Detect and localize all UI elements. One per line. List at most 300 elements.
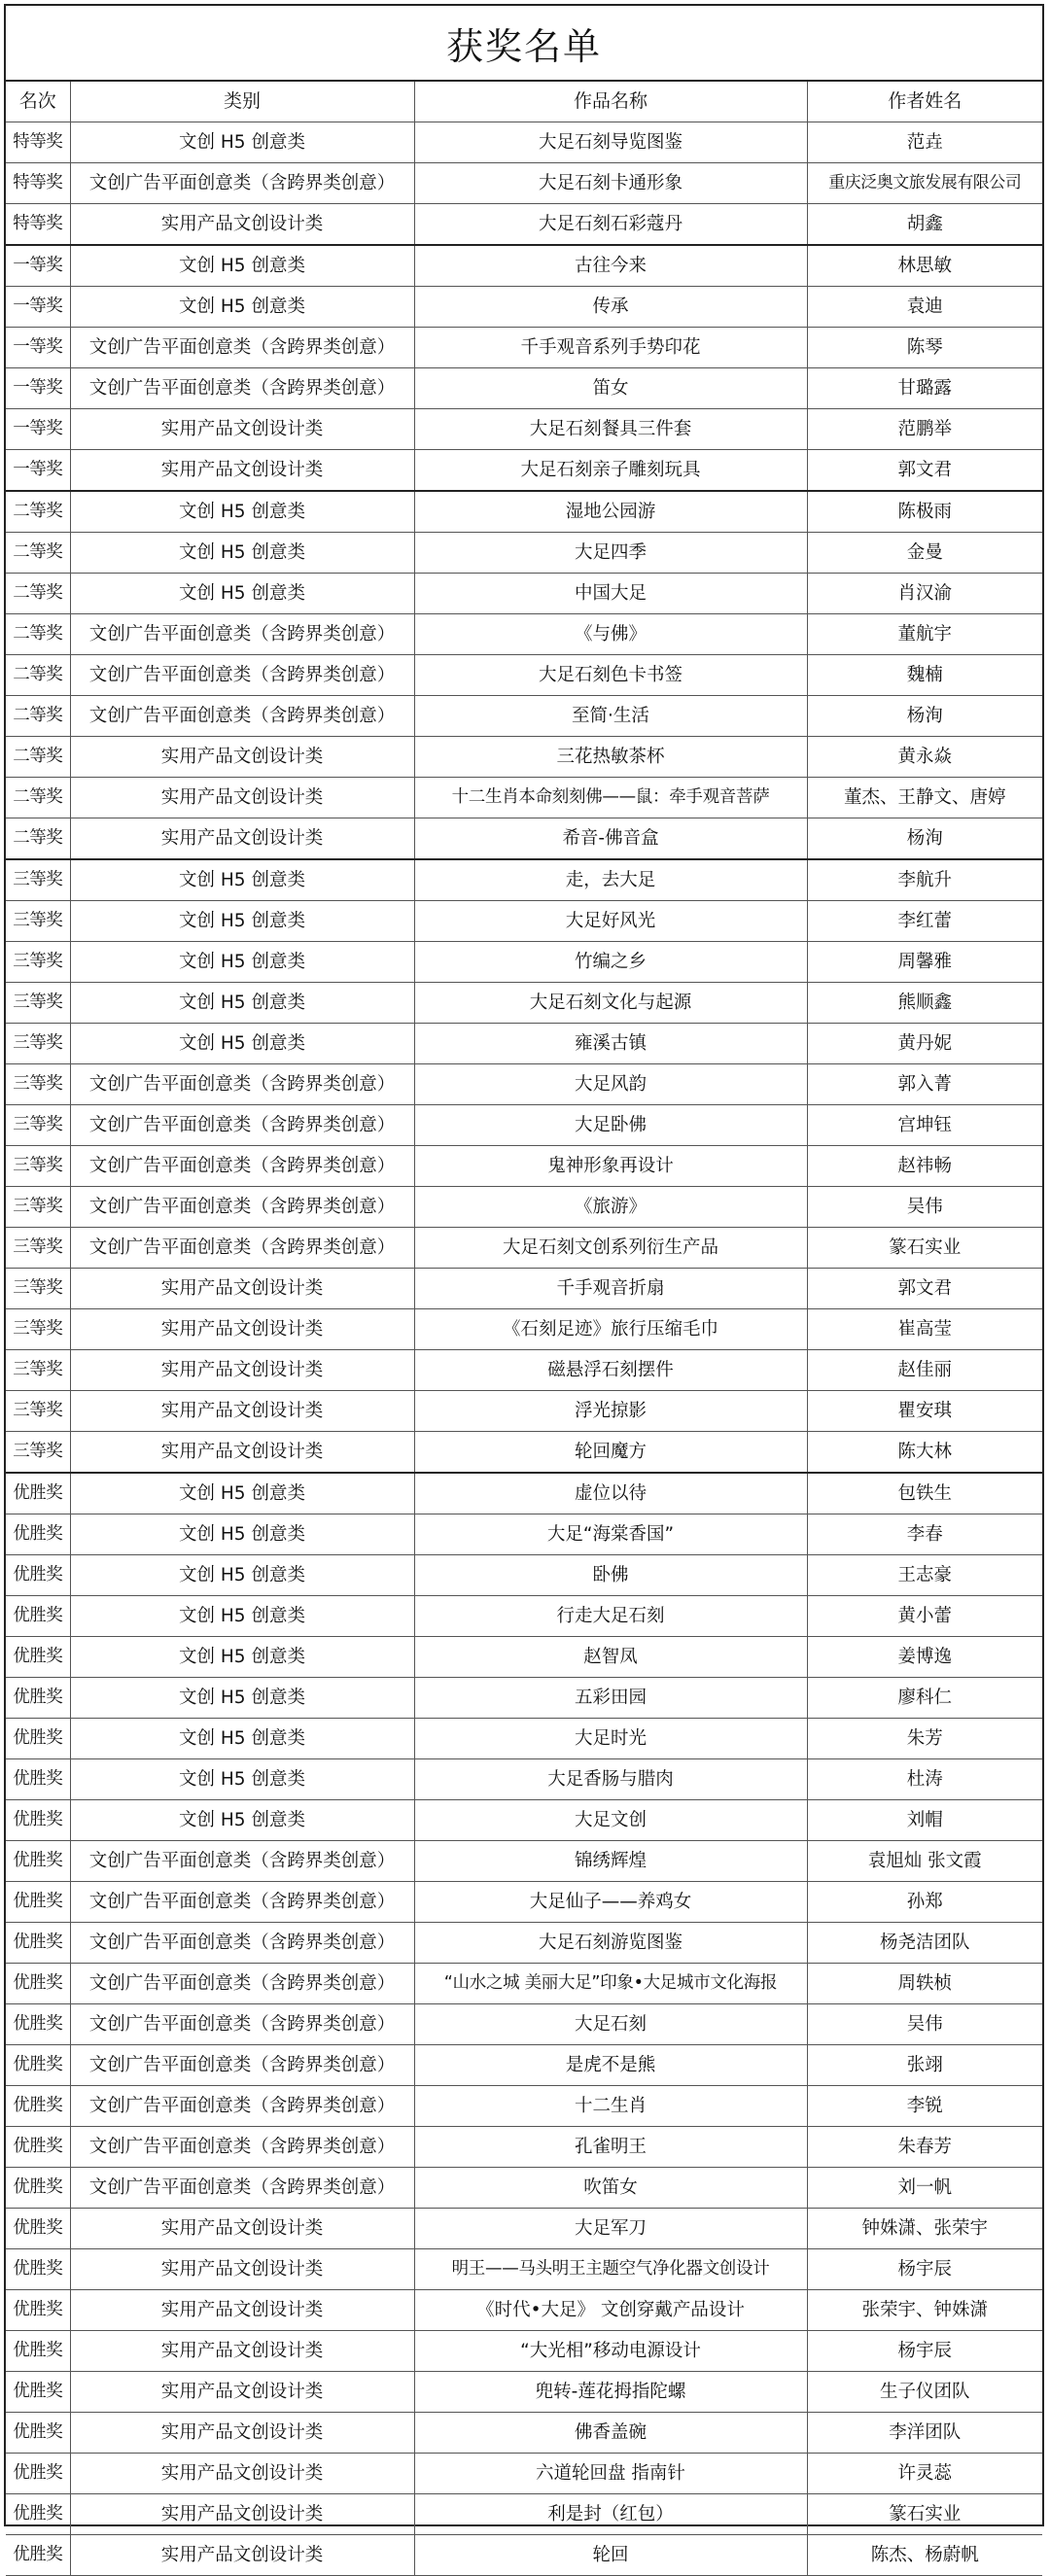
cell-work: 大足时光 bbox=[414, 1719, 807, 1759]
table-row bbox=[6, 1309, 1042, 1350]
table-row bbox=[6, 1105, 1042, 1146]
cell-work: 大足四季 bbox=[414, 533, 807, 574]
table-row bbox=[6, 574, 1042, 614]
table-row bbox=[6, 983, 1042, 1024]
cell-author: 孙郑 bbox=[807, 1882, 1042, 1923]
table-row bbox=[6, 1719, 1042, 1759]
table-row bbox=[6, 1187, 1042, 1228]
cell-work: 佛香盖碗 bbox=[414, 2413, 807, 2454]
cell-rank: 优胜奖 bbox=[6, 2127, 70, 2168]
table-row bbox=[6, 1350, 1042, 1391]
cell-work: 明王——马头明王主题空气净化器文创设计 bbox=[414, 2249, 807, 2290]
cell-rank: 优胜奖 bbox=[6, 1678, 70, 1719]
cell-category: 实用产品文创设计类 bbox=[70, 2209, 414, 2249]
cell-category: 文创 H5 创意类 bbox=[70, 1514, 414, 1555]
table-row bbox=[6, 2086, 1042, 2127]
cell-work: 雍溪古镇 bbox=[414, 1024, 807, 1064]
cell-rank: 二等奖 bbox=[6, 778, 70, 818]
cell-category: 实用产品文创设计类 bbox=[70, 818, 414, 860]
cell-category: 文创 H5 创意类 bbox=[70, 1555, 414, 1596]
cell-rank: 优胜奖 bbox=[6, 2413, 70, 2454]
table-row bbox=[6, 1473, 1042, 1514]
cell-work: 大足石刻亲子雕刻玩具 bbox=[414, 450, 807, 492]
cell-category: 文创 H5 创意类 bbox=[70, 1596, 414, 1637]
cell-work: 虚位以待 bbox=[414, 1473, 807, 1514]
table-row bbox=[6, 1064, 1042, 1105]
cell-author: 董航宇 bbox=[807, 614, 1042, 655]
table-row bbox=[6, 2454, 1042, 2494]
cell-rank: 三等奖 bbox=[6, 1432, 70, 1474]
table-row bbox=[6, 818, 1042, 860]
cell-author: 瞿安琪 bbox=[807, 1391, 1042, 1432]
cell-rank: 优胜奖 bbox=[6, 1923, 70, 1964]
cell-work: 大足卧佛 bbox=[414, 1105, 807, 1146]
table-row bbox=[6, 409, 1042, 450]
cell-category: 文创广告平面创意类（含跨界类创意） bbox=[70, 1105, 414, 1146]
cell-rank: 三等奖 bbox=[6, 1146, 70, 1187]
table-row bbox=[6, 737, 1042, 778]
cell-rank: 优胜奖 bbox=[6, 2535, 70, 2576]
cell-author: 胡鑫 bbox=[807, 204, 1042, 246]
cell-category: 文创广告平面创意类（含跨界类创意） bbox=[70, 368, 414, 409]
cell-category: 文创 H5 创意类 bbox=[70, 983, 414, 1024]
table-row bbox=[6, 2290, 1042, 2331]
cell-rank: 三等奖 bbox=[6, 901, 70, 942]
table-row bbox=[6, 2168, 1042, 2209]
cell-work: 锦绣辉煌 bbox=[414, 1841, 807, 1882]
table-row bbox=[6, 2494, 1042, 2535]
cell-work: 十二生肖本命刻刻佛——鼠：牵手观音菩萨 bbox=[414, 778, 807, 818]
table-row bbox=[6, 655, 1042, 696]
cell-author: 甘璐露 bbox=[807, 368, 1042, 409]
cell-work: 赵智凤 bbox=[414, 1637, 807, 1678]
cell-work: 轮回 bbox=[414, 2535, 807, 2576]
cell-work: 大足石刻石彩蔻丹 bbox=[414, 204, 807, 246]
cell-work: 大足石刻文创系列衍生产品 bbox=[414, 1228, 807, 1269]
cell-category: 文创广告平面创意类（含跨界类创意） bbox=[70, 1064, 414, 1105]
cell-rank: 优胜奖 bbox=[6, 1596, 70, 1637]
cell-rank: 二等奖 bbox=[6, 491, 70, 533]
cell-author: 廖科仁 bbox=[807, 1678, 1042, 1719]
cell-category: 文创广告平面创意类（含跨界类创意） bbox=[70, 1964, 414, 2004]
cell-rank: 优胜奖 bbox=[6, 2494, 70, 2535]
cell-rank: 三等奖 bbox=[6, 1064, 70, 1105]
cell-category: 实用产品文创设计类 bbox=[70, 1432, 414, 1474]
cell-category: 文创 H5 创意类 bbox=[70, 859, 414, 901]
cell-rank: 优胜奖 bbox=[6, 1473, 70, 1514]
cell-work: 大足石刻卡通形象 bbox=[414, 163, 807, 204]
table-row bbox=[6, 2127, 1042, 2168]
cell-author: 黄永焱 bbox=[807, 737, 1042, 778]
table-row bbox=[6, 2372, 1042, 2413]
cell-rank: 特等奖 bbox=[6, 122, 70, 163]
cell-category: 文创 H5 创意类 bbox=[70, 1719, 414, 1759]
cell-work: 大足石刻文化与起源 bbox=[414, 983, 807, 1024]
cell-work: 卧佛 bbox=[414, 1555, 807, 1596]
cell-work: 大足风韵 bbox=[414, 1064, 807, 1105]
cell-rank: 优胜奖 bbox=[6, 1719, 70, 1759]
cell-author: 李锐 bbox=[807, 2086, 1042, 2127]
cell-author: 朱芳 bbox=[807, 1719, 1042, 1759]
cell-work: 《旅游》 bbox=[414, 1187, 807, 1228]
cell-work: 《石刻足迹》旅行压缩毛巾 bbox=[414, 1309, 807, 1350]
table-row bbox=[6, 245, 1042, 287]
cell-author: 赵佳丽 bbox=[807, 1350, 1042, 1391]
table-row bbox=[6, 2331, 1042, 2372]
table-row bbox=[6, 2249, 1042, 2290]
cell-work: 浮光掠影 bbox=[414, 1391, 807, 1432]
cell-rank: 二等奖 bbox=[6, 533, 70, 574]
cell-work: 孔雀明王 bbox=[414, 2127, 807, 2168]
cell-category: 文创广告平面创意类（含跨界类创意） bbox=[70, 1882, 414, 1923]
table-row bbox=[6, 778, 1042, 818]
cell-category: 实用产品文创设计类 bbox=[70, 1391, 414, 1432]
cell-category: 实用产品文创设计类 bbox=[70, 450, 414, 492]
cell-author: 李春 bbox=[807, 1514, 1042, 1555]
cell-author: 袁迪 bbox=[807, 287, 1042, 328]
cell-rank: 二等奖 bbox=[6, 696, 70, 737]
cell-rank: 优胜奖 bbox=[6, 1882, 70, 1923]
cell-author: 杨尧洁团队 bbox=[807, 1923, 1042, 1964]
cell-work: 五彩田园 bbox=[414, 1678, 807, 1719]
cell-rank: 三等奖 bbox=[6, 1269, 70, 1309]
cell-rank: 优胜奖 bbox=[6, 1841, 70, 1882]
cell-rank: 优胜奖 bbox=[6, 1964, 70, 2004]
cell-category: 实用产品文创设计类 bbox=[70, 409, 414, 450]
cell-rank: 特等奖 bbox=[6, 204, 70, 246]
cell-category: 实用产品文创设计类 bbox=[70, 2535, 414, 2576]
cell-work: 行走大足石刻 bbox=[414, 1596, 807, 1637]
table-row bbox=[6, 1637, 1042, 1678]
cell-work: 大足文创 bbox=[414, 1800, 807, 1841]
cell-category: 实用产品文创设计类 bbox=[70, 2454, 414, 2494]
cell-category: 文创 H5 创意类 bbox=[70, 1637, 414, 1678]
cell-author: 许灵蕊 bbox=[807, 2454, 1042, 2494]
cell-category: 文创广告平面创意类（含跨界类创意） bbox=[70, 2168, 414, 2209]
cell-work: “山水之城 美丽大足”印象•大足城市文化海报 bbox=[414, 1964, 807, 2004]
table-row bbox=[6, 533, 1042, 574]
cell-work: 鬼神形象再设计 bbox=[414, 1146, 807, 1187]
cell-rank: 二等奖 bbox=[6, 737, 70, 778]
table-row bbox=[6, 1228, 1042, 1269]
cell-rank: 二等奖 bbox=[6, 655, 70, 696]
cell-author: 范鹏举 bbox=[807, 409, 1042, 450]
cell-category: 实用产品文创设计类 bbox=[70, 2494, 414, 2535]
cell-rank: 三等奖 bbox=[6, 1105, 70, 1146]
cell-work: 湿地公园游 bbox=[414, 491, 807, 533]
cell-rank: 优胜奖 bbox=[6, 2168, 70, 2209]
cell-rank: 优胜奖 bbox=[6, 2454, 70, 2494]
table-row bbox=[6, 1596, 1042, 1637]
cell-work: 吹笛女 bbox=[414, 2168, 807, 2209]
cell-author: 杨宇辰 bbox=[807, 2249, 1042, 2290]
cell-work: 大足石刻餐具三件套 bbox=[414, 409, 807, 450]
cell-work: 大足香肠与腊肉 bbox=[414, 1759, 807, 1800]
cell-rank: 三等奖 bbox=[6, 1187, 70, 1228]
cell-work: 磁悬浮石刻摆件 bbox=[414, 1350, 807, 1391]
cell-author: 周轶桢 bbox=[807, 1964, 1042, 2004]
cell-category: 实用产品文创设计类 bbox=[70, 1269, 414, 1309]
header-category: 类别 bbox=[70, 82, 414, 122]
cell-author: 李航升 bbox=[807, 859, 1042, 901]
cell-rank: 优胜奖 bbox=[6, 1800, 70, 1841]
cell-category: 实用产品文创设计类 bbox=[70, 2372, 414, 2413]
table-row bbox=[6, 2004, 1042, 2045]
cell-author: 黄小蕾 bbox=[807, 1596, 1042, 1637]
table-row bbox=[6, 204, 1042, 246]
cell-author: 张荣宇、钟姝潇 bbox=[807, 2290, 1042, 2331]
cell-author: 宫坤钰 bbox=[807, 1105, 1042, 1146]
cell-author: 姜博逸 bbox=[807, 1637, 1042, 1678]
cell-author: 生子仪团队 bbox=[807, 2372, 1042, 2413]
cell-rank: 优胜奖 bbox=[6, 2372, 70, 2413]
table-row bbox=[6, 122, 1042, 163]
cell-rank: 优胜奖 bbox=[6, 1759, 70, 1800]
table-row bbox=[6, 1024, 1042, 1064]
cell-work: 希音-佛音盒 bbox=[414, 818, 807, 860]
cell-author: 周馨雅 bbox=[807, 942, 1042, 983]
table-row bbox=[6, 1391, 1042, 1432]
cell-category: 文创广告平面创意类（含跨界类创意） bbox=[70, 2086, 414, 2127]
cell-author: 王志豪 bbox=[807, 1555, 1042, 1596]
cell-rank: 优胜奖 bbox=[6, 1555, 70, 1596]
table-row bbox=[6, 287, 1042, 328]
cell-work: 利是封（红包） bbox=[414, 2494, 807, 2535]
cell-category: 实用产品文创设计类 bbox=[70, 1309, 414, 1350]
header-author: 作者姓名 bbox=[807, 82, 1042, 122]
cell-author: 郭入菁 bbox=[807, 1064, 1042, 1105]
cell-category: 文创 H5 创意类 bbox=[70, 245, 414, 287]
table-row bbox=[6, 2045, 1042, 2086]
header-work: 作品名称 bbox=[414, 82, 807, 122]
table-row bbox=[6, 1269, 1042, 1309]
cell-author: 陈大林 bbox=[807, 1432, 1042, 1474]
table-row bbox=[6, 1800, 1042, 1841]
cell-work: 六道轮回盘 指南针 bbox=[414, 2454, 807, 2494]
cell-category: 文创 H5 创意类 bbox=[70, 491, 414, 533]
table-row bbox=[6, 1923, 1042, 1964]
cell-author: 赵祎畅 bbox=[807, 1146, 1042, 1187]
award-list-sheet bbox=[4, 4, 1044, 2565]
cell-rank: 优胜奖 bbox=[6, 2331, 70, 2372]
cell-rank: 三等奖 bbox=[6, 1228, 70, 1269]
cell-author: 朱春芳 bbox=[807, 2127, 1042, 2168]
cell-rank: 优胜奖 bbox=[6, 2209, 70, 2249]
table-row bbox=[6, 1841, 1042, 1882]
cell-author: 重庆泛奥文旅发展有限公司 bbox=[807, 163, 1042, 204]
cell-work: 大足石刻色卡书签 bbox=[414, 655, 807, 696]
table-row bbox=[6, 1759, 1042, 1800]
cell-author: 李红蕾 bbox=[807, 901, 1042, 942]
cell-author: 范垚 bbox=[807, 122, 1042, 163]
cell-author: 刘帽 bbox=[807, 1800, 1042, 1841]
cell-work: 古往今来 bbox=[414, 245, 807, 287]
cell-work: 笛女 bbox=[414, 368, 807, 409]
cell-category: 实用产品文创设计类 bbox=[70, 204, 414, 246]
table-row bbox=[6, 859, 1042, 901]
table-row bbox=[6, 696, 1042, 737]
table-row bbox=[6, 1432, 1042, 1474]
cell-category: 实用产品文创设计类 bbox=[70, 2290, 414, 2331]
cell-rank: 一等奖 bbox=[6, 409, 70, 450]
header-rank: 名次 bbox=[6, 82, 70, 122]
cell-author: 吴伟 bbox=[807, 2004, 1042, 2045]
table-row bbox=[6, 1146, 1042, 1187]
cell-author: 篆石实业 bbox=[807, 2494, 1042, 2535]
cell-work: 大足石刻 bbox=[414, 2004, 807, 2045]
cell-category: 文创广告平面创意类（含跨界类创意） bbox=[70, 2127, 414, 2168]
cell-work: 传承 bbox=[414, 287, 807, 328]
cell-rank: 二等奖 bbox=[6, 818, 70, 860]
cell-category: 文创 H5 创意类 bbox=[70, 1678, 414, 1719]
table-row bbox=[6, 614, 1042, 655]
cell-category: 文创 H5 创意类 bbox=[70, 1024, 414, 1064]
cell-author: 肖汉渝 bbox=[807, 574, 1042, 614]
cell-work: 大足“海棠香国” bbox=[414, 1514, 807, 1555]
table-row bbox=[6, 2413, 1042, 2454]
table-row bbox=[6, 2535, 1042, 2576]
cell-rank: 优胜奖 bbox=[6, 1514, 70, 1555]
cell-work: 至简·生活 bbox=[414, 696, 807, 737]
cell-work: 是虎不是熊 bbox=[414, 2045, 807, 2086]
cell-author: 篆石实业 bbox=[807, 1228, 1042, 1269]
cell-work: 大足石刻游览图鉴 bbox=[414, 1923, 807, 1964]
cell-author: 魏楠 bbox=[807, 655, 1042, 696]
cell-author: 杨洵 bbox=[807, 818, 1042, 860]
cell-category: 文创广告平面创意类（含跨界类创意） bbox=[70, 2045, 414, 2086]
cell-work: 《时代•大足》 文创穿戴产品设计 bbox=[414, 2290, 807, 2331]
table-row bbox=[6, 1964, 1042, 2004]
cell-work: 大足好风光 bbox=[414, 901, 807, 942]
cell-category: 文创广告平面创意类（含跨界类创意） bbox=[70, 1187, 414, 1228]
table-row bbox=[6, 942, 1042, 983]
cell-rank: 一等奖 bbox=[6, 450, 70, 492]
cell-rank: 优胜奖 bbox=[6, 2045, 70, 2086]
table-body bbox=[6, 122, 1042, 2576]
cell-work: 三花热敏茶杯 bbox=[414, 737, 807, 778]
cell-rank: 一等奖 bbox=[6, 245, 70, 287]
cell-category: 文创广告平面创意类（含跨界类创意） bbox=[70, 614, 414, 655]
cell-category: 文创 H5 创意类 bbox=[70, 1473, 414, 1514]
cell-work: 竹编之乡 bbox=[414, 942, 807, 983]
cell-category: 文创广告平面创意类（含跨界类创意） bbox=[70, 696, 414, 737]
cell-author: 袁旭灿 张文霞 bbox=[807, 1841, 1042, 1882]
cell-category: 文创 H5 创意类 bbox=[70, 287, 414, 328]
cell-category: 实用产品文创设计类 bbox=[70, 2331, 414, 2372]
cell-work: “大光相”移动电源设计 bbox=[414, 2331, 807, 2372]
cell-author: 钟姝潇、张荣宇 bbox=[807, 2209, 1042, 2249]
cell-category: 文创 H5 创意类 bbox=[70, 1759, 414, 1800]
cell-author: 李洋团队 bbox=[807, 2413, 1042, 2454]
cell-category: 实用产品文创设计类 bbox=[70, 778, 414, 818]
cell-rank: 一等奖 bbox=[6, 287, 70, 328]
table-row bbox=[6, 491, 1042, 533]
cell-work: 千手观音折扇 bbox=[414, 1269, 807, 1309]
cell-category: 文创广告平面创意类（含跨界类创意） bbox=[70, 1841, 414, 1882]
cell-author: 林思敏 bbox=[807, 245, 1042, 287]
cell-rank: 优胜奖 bbox=[6, 2290, 70, 2331]
cell-category: 实用产品文创设计类 bbox=[70, 2413, 414, 2454]
cell-category: 文创 H5 创意类 bbox=[70, 533, 414, 574]
cell-category: 文创广告平面创意类（含跨界类创意） bbox=[70, 655, 414, 696]
cell-author: 郭文君 bbox=[807, 450, 1042, 492]
award-table bbox=[6, 82, 1042, 2576]
cell-rank: 优胜奖 bbox=[6, 2004, 70, 2045]
cell-category: 实用产品文创设计类 bbox=[70, 1350, 414, 1391]
cell-work: 《与佛》 bbox=[414, 614, 807, 655]
cell-author: 熊顺鑫 bbox=[807, 983, 1042, 1024]
cell-work: 大足石刻导览图鉴 bbox=[414, 122, 807, 163]
document-title: 获奖名单 bbox=[6, 6, 1042, 82]
cell-author: 杜涛 bbox=[807, 1759, 1042, 1800]
cell-category: 文创 H5 创意类 bbox=[70, 1800, 414, 1841]
cell-rank: 优胜奖 bbox=[6, 2249, 70, 2290]
cell-rank: 优胜奖 bbox=[6, 2086, 70, 2127]
cell-category: 文创广告平面创意类（含跨界类创意） bbox=[70, 1228, 414, 1269]
cell-author: 金曼 bbox=[807, 533, 1042, 574]
table-row bbox=[6, 901, 1042, 942]
cell-author: 黄丹妮 bbox=[807, 1024, 1042, 1064]
table-row bbox=[6, 368, 1042, 409]
cell-author: 陈极雨 bbox=[807, 491, 1042, 533]
cell-work: 千手观音系列手势印花 bbox=[414, 328, 807, 368]
cell-rank: 三等奖 bbox=[6, 1391, 70, 1432]
cell-category: 文创广告平面创意类（含跨界类创意） bbox=[70, 1923, 414, 1964]
table-row bbox=[6, 1514, 1042, 1555]
cell-category: 文创广告平面创意类（含跨界类创意） bbox=[70, 1146, 414, 1187]
cell-work: 大足仙子——养鸡女 bbox=[414, 1882, 807, 1923]
table-row bbox=[6, 1882, 1042, 1923]
cell-rank: 三等奖 bbox=[6, 1309, 70, 1350]
cell-rank: 三等奖 bbox=[6, 859, 70, 901]
cell-category: 文创 H5 创意类 bbox=[70, 574, 414, 614]
cell-author: 郭文君 bbox=[807, 1269, 1042, 1309]
table-row bbox=[6, 1678, 1042, 1719]
table-row bbox=[6, 1555, 1042, 1596]
cell-category: 文创 H5 创意类 bbox=[70, 122, 414, 163]
cell-work: 大足军刀 bbox=[414, 2209, 807, 2249]
header-row bbox=[6, 82, 1042, 122]
cell-category: 实用产品文创设计类 bbox=[70, 737, 414, 778]
cell-category: 文创广告平面创意类（含跨界类创意） bbox=[70, 163, 414, 204]
cell-author: 陈杰、杨蔚帆 bbox=[807, 2535, 1042, 2576]
cell-rank: 特等奖 bbox=[6, 163, 70, 204]
cell-author: 张翊 bbox=[807, 2045, 1042, 2086]
cell-author: 董杰、王静文、唐婷 bbox=[807, 778, 1042, 818]
cell-category: 文创 H5 创意类 bbox=[70, 901, 414, 942]
cell-rank: 二等奖 bbox=[6, 614, 70, 655]
cell-rank: 一等奖 bbox=[6, 368, 70, 409]
table-row bbox=[6, 2209, 1042, 2249]
cell-author: 杨宇辰 bbox=[807, 2331, 1042, 2372]
cell-rank: 三等奖 bbox=[6, 983, 70, 1024]
cell-work: 中国大足 bbox=[414, 574, 807, 614]
cell-author: 吴伟 bbox=[807, 1187, 1042, 1228]
table-row bbox=[6, 163, 1042, 204]
cell-author: 崔高莹 bbox=[807, 1309, 1042, 1350]
cell-work: 走，去大足 bbox=[414, 859, 807, 901]
cell-category: 文创 H5 创意类 bbox=[70, 942, 414, 983]
table-row bbox=[6, 328, 1042, 368]
cell-rank: 优胜奖 bbox=[6, 1637, 70, 1678]
cell-category: 文创广告平面创意类（含跨界类创意） bbox=[70, 2004, 414, 2045]
cell-rank: 三等奖 bbox=[6, 1350, 70, 1391]
cell-category: 文创广告平面创意类（含跨界类创意） bbox=[70, 328, 414, 368]
cell-category: 实用产品文创设计类 bbox=[70, 2249, 414, 2290]
cell-author: 陈琴 bbox=[807, 328, 1042, 368]
cell-rank: 三等奖 bbox=[6, 1024, 70, 1064]
cell-work: 轮回魔方 bbox=[414, 1432, 807, 1474]
